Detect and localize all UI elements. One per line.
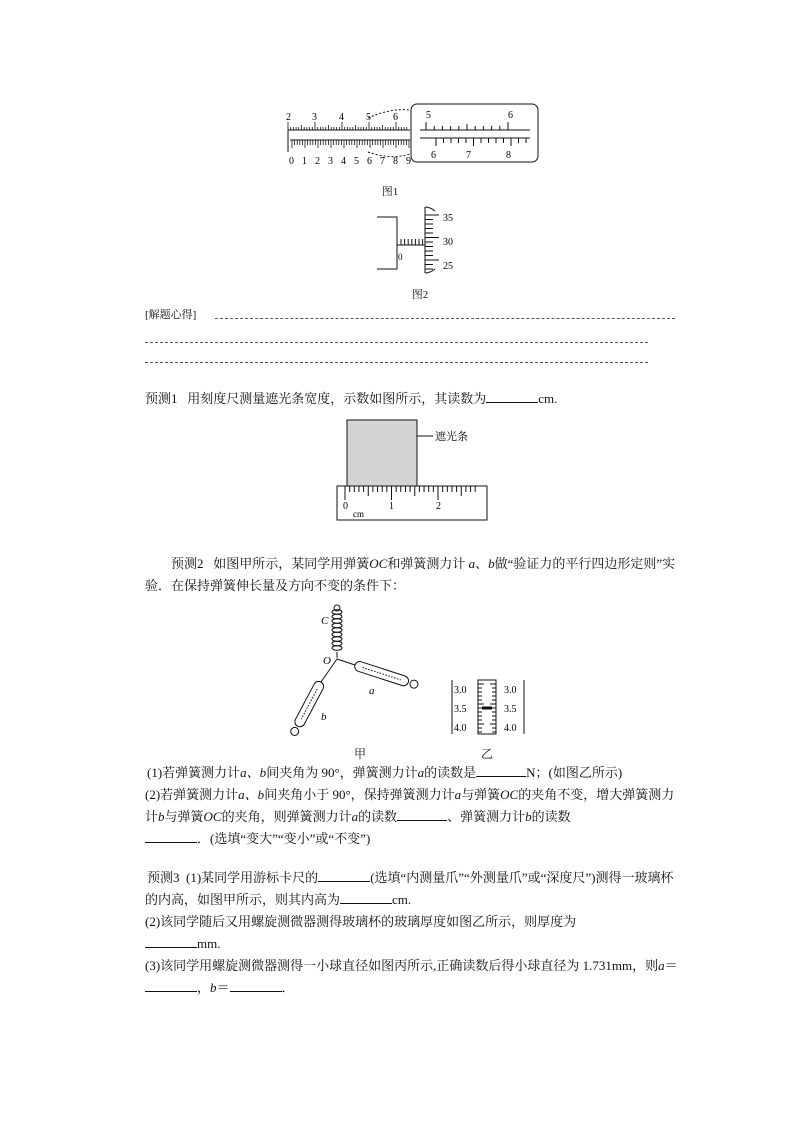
sleeve-zero-label: 0 xyxy=(398,252,403,262)
ruler-unit: cm xyxy=(353,509,364,519)
answer-blank xyxy=(476,762,526,777)
prediction-1-question: 预测1 用刻度尺测量遮光条宽度，示数如图所示，其读数为 cm. xyxy=(145,388,685,410)
main-scale-top-label: 4 xyxy=(339,112,344,123)
scale-right-label: 3.0 xyxy=(504,685,517,696)
vernier-label: 0 xyxy=(289,156,294,167)
spring-coil xyxy=(332,610,342,615)
caption-jia: 甲 xyxy=(353,747,366,761)
strip-label: 遮光条 xyxy=(435,431,468,443)
scale-left-label: 3.0 xyxy=(454,685,467,696)
prediction-2-intro: 预测2 如图甲所示，某同学用弹簧OC和弹簧测力计 a、b做“验证力的平行四边形定则”实验．在保持弹簧伸长量及方向不变的条件下： xyxy=(145,556,676,593)
vernier-label: 6 xyxy=(367,156,372,167)
spring-coil xyxy=(332,637,342,642)
notes-line xyxy=(215,318,675,319)
label-b: b xyxy=(321,711,327,723)
inset-bottom-label: 8 xyxy=(506,150,511,161)
vernier-label: 4 xyxy=(341,156,346,167)
label-c: C xyxy=(321,615,329,627)
scale-right-label: 3.5 xyxy=(504,704,517,715)
answer-blank xyxy=(145,933,197,948)
prediction-3-q3: (3)该同学用螺旋测微器测得一小球直径如图丙所示,正确读数后得小球直径为 1.731mm，则a＝，b＝ ． xyxy=(145,958,678,995)
answer-blank xyxy=(230,977,282,992)
ruler-label: 2 xyxy=(436,501,441,512)
figure-2-caption: 图2 xyxy=(411,289,429,301)
answer-blank xyxy=(318,867,370,882)
micrometer-figure xyxy=(375,205,465,275)
scale-reading-figure xyxy=(448,678,530,736)
notes-label: [解题心得] xyxy=(145,309,197,321)
ruler-label: 0 xyxy=(343,501,348,512)
vernier-caliper-figure xyxy=(280,100,542,170)
inset-top-label: 5 xyxy=(426,110,431,121)
spring-coil xyxy=(332,646,342,651)
vernier-label: 2 xyxy=(315,156,320,167)
ruler-label: 1 xyxy=(389,501,394,512)
scale-left-label: 3.5 xyxy=(454,704,467,715)
label-o: O xyxy=(323,655,331,667)
ruler-figure xyxy=(335,418,490,524)
inset-bottom-label: 7 xyxy=(466,150,471,161)
vernier-label: 5 xyxy=(354,156,359,167)
spring-coil xyxy=(332,628,342,633)
spring-coil xyxy=(332,641,342,646)
answer-blank xyxy=(145,828,197,843)
answer-blank xyxy=(486,388,538,403)
prediction-label: 预测2 xyxy=(171,556,204,571)
vernier-label: 3 xyxy=(328,156,333,167)
vernier-label: 7 xyxy=(380,156,385,167)
inset-bottom-label: 6 xyxy=(431,150,436,161)
prediction-3-q2: (2)该同学随后又用螺旋测微器测得玻璃杯的玻璃厚度如图乙所示，则厚度为 mm. xyxy=(145,914,577,951)
thimble-label: 35 xyxy=(443,213,453,224)
prediction-2-q1: (1)若弹簧测力计a、b间夹角为 90°，弹簧测力计a的读数是 N；(如图乙所示) xyxy=(145,762,685,784)
label-a: a xyxy=(369,685,375,697)
vernier-label: 1 xyxy=(302,156,307,167)
spring-coil xyxy=(332,614,342,619)
spring-setup-figure xyxy=(285,602,420,742)
answer-blank xyxy=(397,806,447,821)
main-scale-top-label: 3 xyxy=(312,112,317,123)
thimble-label: 30 xyxy=(443,237,453,248)
prediction-label: 预测1 xyxy=(145,391,178,406)
vernier-label: 9 xyxy=(406,156,411,167)
main-scale-top-label: 2 xyxy=(286,112,291,123)
caption-yi: 乙 xyxy=(480,747,493,761)
prediction-label: 预测3 xyxy=(147,870,180,885)
notes-line xyxy=(145,362,648,363)
figure-1-caption: 图1 xyxy=(381,186,399,198)
answer-blank xyxy=(145,977,197,992)
answer-blank xyxy=(340,889,392,904)
thimble-label: 25 xyxy=(443,261,453,272)
spring-coil xyxy=(332,623,342,628)
spring-coil xyxy=(332,632,342,637)
inset-top-label: 6 xyxy=(508,110,513,121)
spring-coil xyxy=(332,619,342,624)
scale-right-label: 4.0 xyxy=(504,723,517,734)
scale-left-label: 4.0 xyxy=(454,723,467,734)
vernier-label: 8 xyxy=(393,156,398,167)
notes-line xyxy=(145,342,648,343)
main-scale-top-label: 5 xyxy=(366,112,371,123)
main-scale-top-label: 6 xyxy=(393,112,398,123)
prediction-3-q1: 预测3 (1)某同学用游标卡尺的 (选填“内测量爪”“外测量爪”或“深度尺”)测得一玻璃杯的内高，如图甲所示，则其内高为 cm. xyxy=(145,867,685,911)
prediction-2-q2: (2)若弹簧测力计a、b间夹角小于 90°，保持弹簧测力计a与弹簧OC的夹角不变，增大弹簧测力计b与弹簧OC的夹角，则弹簧测力计a的读数 、弹簧测力计b的读数 ．(选填“变大”“变小”或“不变”) xyxy=(145,787,675,846)
